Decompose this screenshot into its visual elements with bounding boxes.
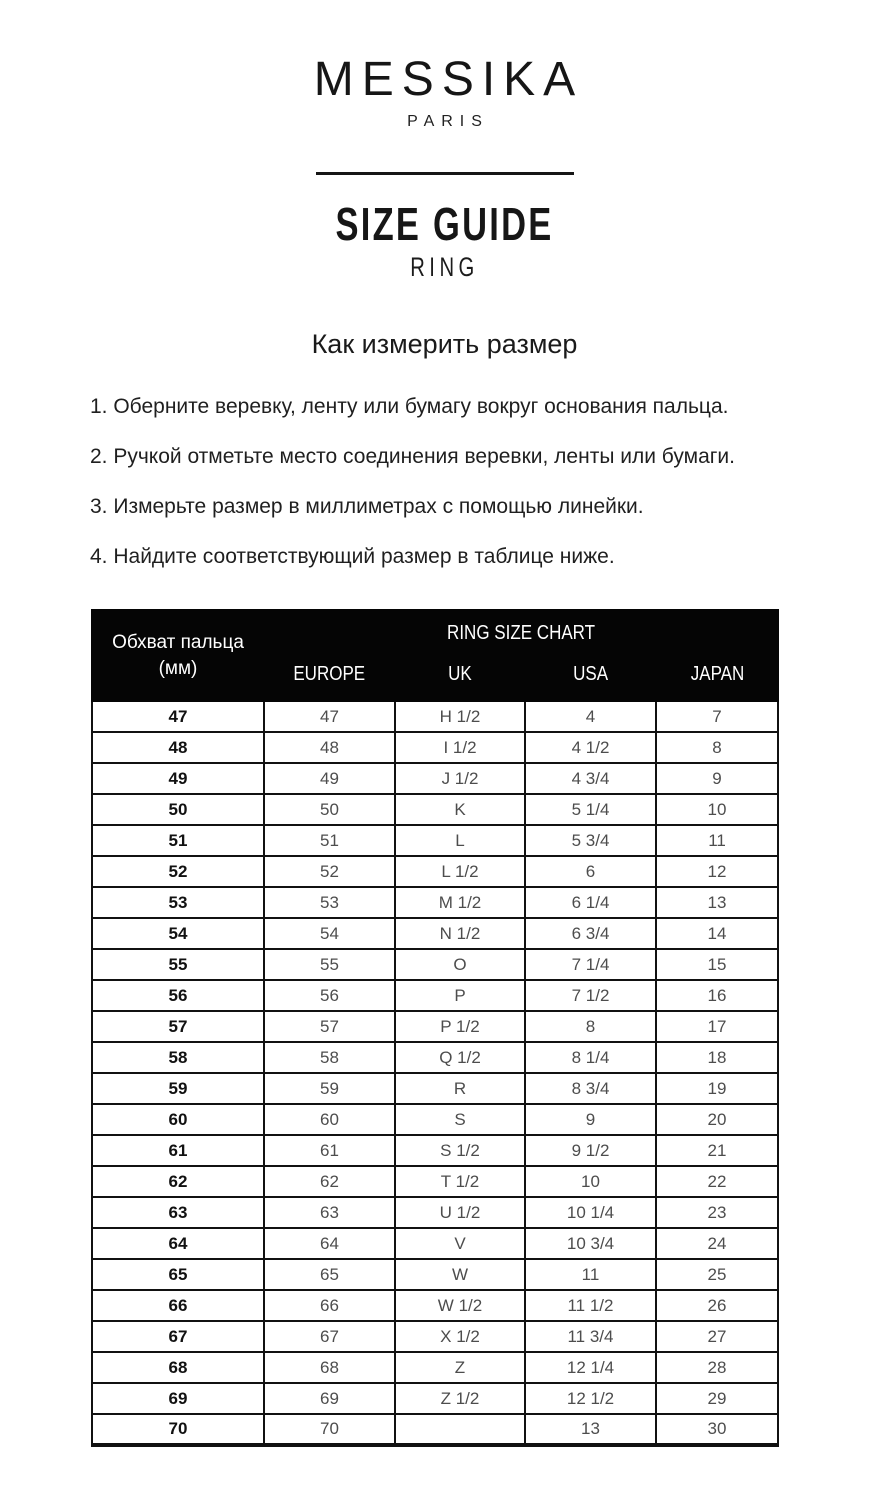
cell-mm: 64 xyxy=(92,1228,264,1259)
cell-size: O xyxy=(395,949,525,980)
table-row xyxy=(92,1073,778,1104)
header-japan-label: JAPAN xyxy=(690,662,744,685)
cell-size: 14 xyxy=(656,918,778,949)
cell-mm: 58 xyxy=(92,1042,264,1073)
cell-size: 5 1/4 xyxy=(525,794,656,825)
cell-size: 9 1/2 xyxy=(525,1135,656,1166)
cell-size: 59 xyxy=(264,1073,395,1104)
page-subtitle: RING xyxy=(410,252,479,282)
brand-header xyxy=(0,0,889,175)
header-usa xyxy=(525,647,656,701)
cell-mm: 55 xyxy=(92,949,264,980)
finger-label-line1: Обхват пальца xyxy=(112,631,244,653)
cell-size: 28 xyxy=(656,1352,778,1383)
cell-size: 6 1/4 xyxy=(525,887,656,918)
cell-size: 58 xyxy=(264,1042,395,1073)
cell-size: 4 xyxy=(525,701,656,732)
header-uk xyxy=(395,647,525,701)
cell-size: 51 xyxy=(264,825,395,856)
cell-size: 21 xyxy=(656,1135,778,1166)
table-row xyxy=(92,887,778,918)
cell-size: L xyxy=(395,825,525,856)
table-title xyxy=(264,610,778,647)
howto-step-2: 2. Ручкой отметьте место соединения веревки, ленты или бумаги. xyxy=(90,445,735,468)
cell-size: L 1/2 xyxy=(395,856,525,887)
cell-mm: 54 xyxy=(92,918,264,949)
cell-mm: 69 xyxy=(92,1383,264,1414)
cell-size: 6 3/4 xyxy=(525,918,656,949)
cell-mm: 56 xyxy=(92,980,264,1011)
cell-mm: 50 xyxy=(92,794,264,825)
cell-size: W xyxy=(395,1259,525,1290)
cell-size: 11 xyxy=(525,1259,656,1290)
cell-size: 57 xyxy=(264,1011,395,1042)
cell-size: P 1/2 xyxy=(395,1011,525,1042)
cell-size: 19 xyxy=(656,1073,778,1104)
cell-size: 68 xyxy=(264,1352,395,1383)
cell-mm: 53 xyxy=(92,887,264,918)
cell-size: 9 xyxy=(656,763,778,794)
header-japan xyxy=(656,647,778,701)
header-finger-circumference xyxy=(92,610,264,701)
cell-size: 18 xyxy=(656,1042,778,1073)
cell-size: Q 1/2 xyxy=(395,1042,525,1073)
cell-mm: 59 xyxy=(92,1073,264,1104)
cell-size: 12 xyxy=(656,856,778,887)
cell-size: 8 xyxy=(525,1011,656,1042)
table-row xyxy=(92,1321,778,1352)
cell-size: R xyxy=(395,1073,525,1104)
cell-size: Z xyxy=(395,1352,525,1383)
cell-size: 56 xyxy=(264,980,395,1011)
cell-mm: 52 xyxy=(92,856,264,887)
cell-size: 62 xyxy=(264,1166,395,1197)
cell-size: 50 xyxy=(264,794,395,825)
table-row xyxy=(92,1228,778,1259)
cell-size: 29 xyxy=(656,1383,778,1414)
cell-size: 52 xyxy=(264,856,395,887)
cell-size: 20 xyxy=(656,1104,778,1135)
ring-size-table xyxy=(91,609,779,1447)
table-title-text: RING SIZE CHART xyxy=(447,622,596,644)
cell-size: 27 xyxy=(656,1321,778,1352)
page-title: SIZE GUIDE xyxy=(335,198,554,250)
cell-size: 11 3/4 xyxy=(525,1321,656,1352)
cell-mm: 66 xyxy=(92,1290,264,1321)
cell-size: N 1/2 xyxy=(395,918,525,949)
cell-size: 8 3/4 xyxy=(525,1073,656,1104)
cell-size: 12 1/2 xyxy=(525,1383,656,1414)
cell-size: 30 xyxy=(656,1414,778,1445)
cell-size: S 1/2 xyxy=(395,1135,525,1166)
table-row xyxy=(92,1197,778,1228)
cell-size: 61 xyxy=(264,1135,395,1166)
table-row xyxy=(92,701,778,732)
cell-size: 8 1/4 xyxy=(525,1042,656,1073)
howto-heading: Как измерить размер xyxy=(311,329,578,359)
table-row xyxy=(92,1259,778,1290)
cell-size: 49 xyxy=(264,763,395,794)
cell-size: 13 xyxy=(656,887,778,918)
cell-size: 7 1/4 xyxy=(525,949,656,980)
table-row xyxy=(92,794,778,825)
cell-size: 17 xyxy=(656,1011,778,1042)
cell-size: 55 xyxy=(264,949,395,980)
cell-size: 64 xyxy=(264,1228,395,1259)
brand-logo: MESSIKA xyxy=(313,53,584,106)
cell-size: J 1/2 xyxy=(395,763,525,794)
table-row xyxy=(92,825,778,856)
cell-size: P xyxy=(395,980,525,1011)
cell-size: X 1/2 xyxy=(395,1321,525,1352)
table-row xyxy=(92,1166,778,1197)
cell-size: 6 xyxy=(525,856,656,887)
cell-size: 11 1/2 xyxy=(525,1290,656,1321)
howto-step-3: 3. Измерьте размер в миллиметрах с помощью линейки. xyxy=(90,495,644,518)
cell-size: 8 xyxy=(656,732,778,763)
cell-size: H 1/2 xyxy=(395,701,525,732)
cell-size: 63 xyxy=(264,1197,395,1228)
cell-size: W 1/2 xyxy=(395,1290,525,1321)
cell-size: 4 1/2 xyxy=(525,732,656,763)
cell-size: Z 1/2 xyxy=(395,1383,525,1414)
table-row xyxy=(92,1383,778,1414)
cell-size: T 1/2 xyxy=(395,1166,525,1197)
cell-mm: 70 xyxy=(92,1414,264,1445)
table-row xyxy=(92,1352,778,1383)
table-row xyxy=(92,1414,778,1445)
cell-mm: 47 xyxy=(92,701,264,732)
table-row xyxy=(92,949,778,980)
cell-size: 11 xyxy=(656,825,778,856)
cell-size: K xyxy=(395,794,525,825)
cell-mm: 63 xyxy=(92,1197,264,1228)
cell-size: 23 xyxy=(656,1197,778,1228)
cell-size: 48 xyxy=(264,732,395,763)
cell-size: 22 xyxy=(656,1166,778,1197)
cell-size: 10 1/4 xyxy=(525,1197,656,1228)
cell-size: M 1/2 xyxy=(395,887,525,918)
brand-city: PARIS xyxy=(407,113,489,130)
cell-mm: 65 xyxy=(92,1259,264,1290)
cell-mm: 51 xyxy=(92,825,264,856)
table-row xyxy=(92,1135,778,1166)
table-row xyxy=(92,1104,778,1135)
cell-size: 53 xyxy=(264,887,395,918)
cell-size: 24 xyxy=(656,1228,778,1259)
cell-size: 10 xyxy=(656,794,778,825)
cell-size: 13 xyxy=(525,1414,656,1445)
howto-step-1: 1. Оберните веревку, ленту или бумагу вокруг основания пальца. xyxy=(90,395,729,418)
cell-mm: 67 xyxy=(92,1321,264,1352)
cell-size: 26 xyxy=(656,1290,778,1321)
cell-mm: 60 xyxy=(92,1104,264,1135)
cell-size: 5 3/4 xyxy=(525,825,656,856)
cell-size xyxy=(395,1414,525,1445)
howto-step-4: 4. Найдите соответствующий размер в таблице ниже. xyxy=(90,545,615,568)
cell-size: 66 xyxy=(264,1290,395,1321)
table-row xyxy=(92,980,778,1011)
cell-size: V xyxy=(395,1228,525,1259)
cell-size: 25 xyxy=(656,1259,778,1290)
table-row xyxy=(92,918,778,949)
cell-size: 10 xyxy=(525,1166,656,1197)
table-row xyxy=(92,1290,778,1321)
header-divider xyxy=(316,172,574,175)
cell-size: 4 3/4 xyxy=(525,763,656,794)
cell-size: 65 xyxy=(264,1259,395,1290)
cell-size: 70 xyxy=(264,1414,395,1445)
table-row xyxy=(92,856,778,887)
cell-mm: 48 xyxy=(92,732,264,763)
table-row xyxy=(92,732,778,763)
cell-size: 67 xyxy=(264,1321,395,1352)
header-europe xyxy=(264,647,395,701)
cell-size: 7 xyxy=(656,701,778,732)
cell-size: 12 1/4 xyxy=(525,1352,656,1383)
cell-mm: 57 xyxy=(92,1011,264,1042)
cell-mm: 62 xyxy=(92,1166,264,1197)
table-row xyxy=(92,1011,778,1042)
cell-size: 10 3/4 xyxy=(525,1228,656,1259)
cell-mm: 68 xyxy=(92,1352,264,1383)
table-row xyxy=(92,763,778,794)
howto-steps xyxy=(0,396,889,567)
cell-mm: 49 xyxy=(92,763,264,794)
table-header xyxy=(92,610,778,701)
header-uk-label: UK xyxy=(448,662,472,685)
cell-size: 16 xyxy=(656,980,778,1011)
size-table-body xyxy=(92,701,778,1445)
header-usa-label: USA xyxy=(573,662,608,685)
finger-label-line2: (мм) xyxy=(158,657,198,679)
cell-size: 60 xyxy=(264,1104,395,1135)
cell-size: 9 xyxy=(525,1104,656,1135)
table-row xyxy=(92,1042,778,1073)
cell-size: 54 xyxy=(264,918,395,949)
cell-size: I 1/2 xyxy=(395,732,525,763)
cell-size: U 1/2 xyxy=(395,1197,525,1228)
cell-mm: 61 xyxy=(92,1135,264,1166)
header-europe-label: EUROPE xyxy=(293,662,366,685)
cell-size: 15 xyxy=(656,949,778,980)
cell-size: 7 1/2 xyxy=(525,980,656,1011)
cell-size: 47 xyxy=(264,701,395,732)
cell-size: S xyxy=(395,1104,525,1135)
cell-size: 69 xyxy=(264,1383,395,1414)
